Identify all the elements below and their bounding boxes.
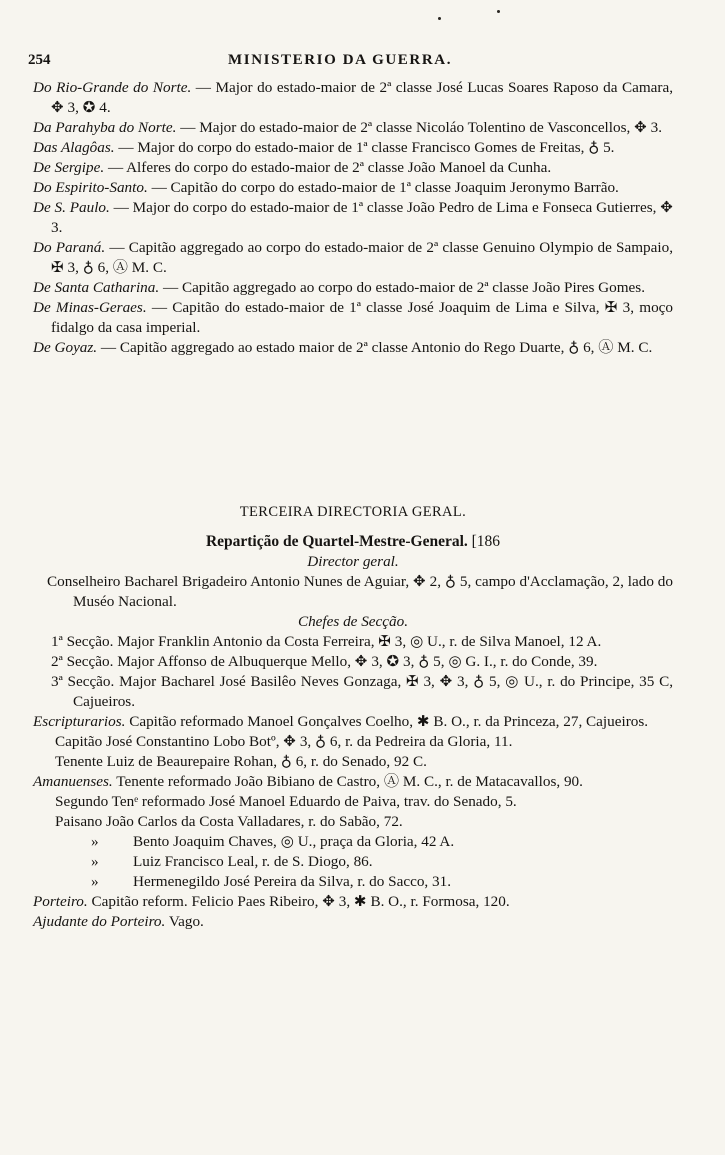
ditto-mark: » — [91, 833, 99, 850]
repartition-heading: Repartição de Quartel-Mestre-General. [186 — [205, 533, 501, 550]
amanuense-entry: Segundo Tenᵉ reformado José Manoel Eduardo de Paiva, trav. do Senado, 5. — [55, 793, 517, 810]
director-entry: Conselheiro Bacharel Brigadeiro Antonio Nunes de Aguiar, ✥ 2, ♁ 5, campo d'Acclamação, 2, lado do Muséo Nacional. — [47, 573, 673, 610]
page-number: 254 — [28, 52, 51, 68]
amanuense-entry: Amanuenses. Tenente reformado João Bibiano de Castro, Ⓐ M. C., r. de Matacavallos, 90. — [33, 773, 583, 790]
running-title: MINISTERIO DA GUERRA. — [228, 52, 453, 68]
print-speck — [438, 17, 441, 20]
amanuense-entry: » Hermenegildo José Pereira da Silva, r. do Sacco, 31. — [91, 873, 452, 890]
amanuense-entry: » Bento Joaquim Chaves, ◎ U., praça da Gloria, 42 A. — [91, 833, 455, 850]
ditto-mark: » — [91, 873, 99, 890]
province-list — [33, 78, 673, 358]
province-entry: De Santa Catharina. — Capitão aggregado ao corpo do estado-maior de 2ª classe João Pires Gomes. — [33, 279, 645, 296]
province-entry: De Minas-Geraes. — Capitão do estado-maior de 1ª classe José Joaquim de Lima e Silva, ✠ 3, moço fidalgo da casa imperial. — [33, 299, 673, 336]
directorate-title: TERCEIRA DIRECTORIA GERAL. — [239, 504, 467, 520]
section-chief-entry: 1ª Secção. Major Franklin Antonio da Costa Ferreira, ✠ 3, ◎ U., r. de Silva Manoel, 12 A. — [51, 633, 602, 650]
page-header — [28, 50, 678, 72]
province-entry: De Sergipe. — Alferes do corpo do estado-maior de 2ª classe João Manoel da Cunha. — [33, 159, 552, 176]
ditto-mark: » — [91, 853, 99, 870]
province-entry: Da Parahyba do Norte. — Major do estado-maior de 2ª classe Nicoláo Tolentino de Vasconcellos, ✥ 3. — [33, 119, 663, 136]
porteiro-entry: Porteiro. Capitão reform. Felicio Paes Ribeiro, ✥ 3, ✱ B. O., r. Formosa, 120. — [33, 893, 510, 910]
section-chief-entry: 3ª Secção. Major Bacharel José Basilêo Neves Gonzaga, ✠ 3, ✥ 3, ♁ 5, ◎ U., r. do Principe, 35 C, Cajueiros. — [51, 673, 673, 710]
province-entry: Das Alagôas. — Major do corpo do estado-maior de 1ª classe Francisco Gomes de Freitas, ♁ 5. — [33, 139, 615, 156]
province-entry: De Goyaz. — Capitão aggregado ao estado maior de 2ª classe Antonio do Rego Duarte, ♁ 6, Ⓐ M. C. — [33, 339, 653, 356]
amanuense-entry: Paisano João Carlos da Costa Valladares, r. do Sabão, 72. — [55, 813, 403, 830]
escripturario-entry: Capitão José Constantino Lobo Botº, ✥ 3, ♁ 6, r. da Pedreira da Gloria, 11. — [55, 733, 513, 750]
section-chief-entry: 2ª Secção. Major Affonso de Albuquerque Mello, ✥ 3, ✪ 3, ♁ 5, ◎ G. I., r. do Conde, 39. — [51, 653, 598, 670]
escripturario-entry: Escripturarios. Capitão reformado Manoel Gonçalves Coelho, ✱ B. O., r. da Princeza, 27, Cajueiros. — [33, 713, 649, 730]
province-entry: Do Paraná. — Capitão aggregado ao corpo do estado-maior de 2ª classe Genuino Olympio de Sampaio, ✠ 3, ♁ 6, Ⓐ M. C. — [33, 239, 673, 276]
print-speck — [497, 10, 500, 13]
amanuense-entry: » Luiz Francisco Leal, r. de S. Diogo, 86. — [91, 853, 373, 870]
ajudante-entry: Ajudante do Porteiro. Vago. — [33, 913, 204, 930]
province-entry: De S. Paulo. — Major do corpo do estado-maior de 1ª classe João Pedro de Lima e Fonseca Gutierres, ✥ 3. — [33, 199, 673, 236]
director-heading: Director geral. — [307, 553, 399, 570]
repartition-note: [186 — [471, 533, 501, 550]
chiefs-heading: Chefes de Secção. — [297, 613, 409, 630]
directorate-section — [33, 502, 673, 932]
escripturario-entry: Tenente Luiz de Beaurepaire Rohan, ♁ 6, r. do Senado, 92 C. — [55, 753, 427, 770]
province-entry: Do Rio-Grande do Norte. — Major do estado-maior de 2ª classe José Lucas Soares Raposo da Camara, ✥ 3, ✪ 4. — [33, 79, 673, 116]
province-entry: Do Espirito-Santo. — Capitão do corpo do estado-maior de 1ª classe Joaquim Jeronymo Barrão. — [33, 179, 619, 196]
